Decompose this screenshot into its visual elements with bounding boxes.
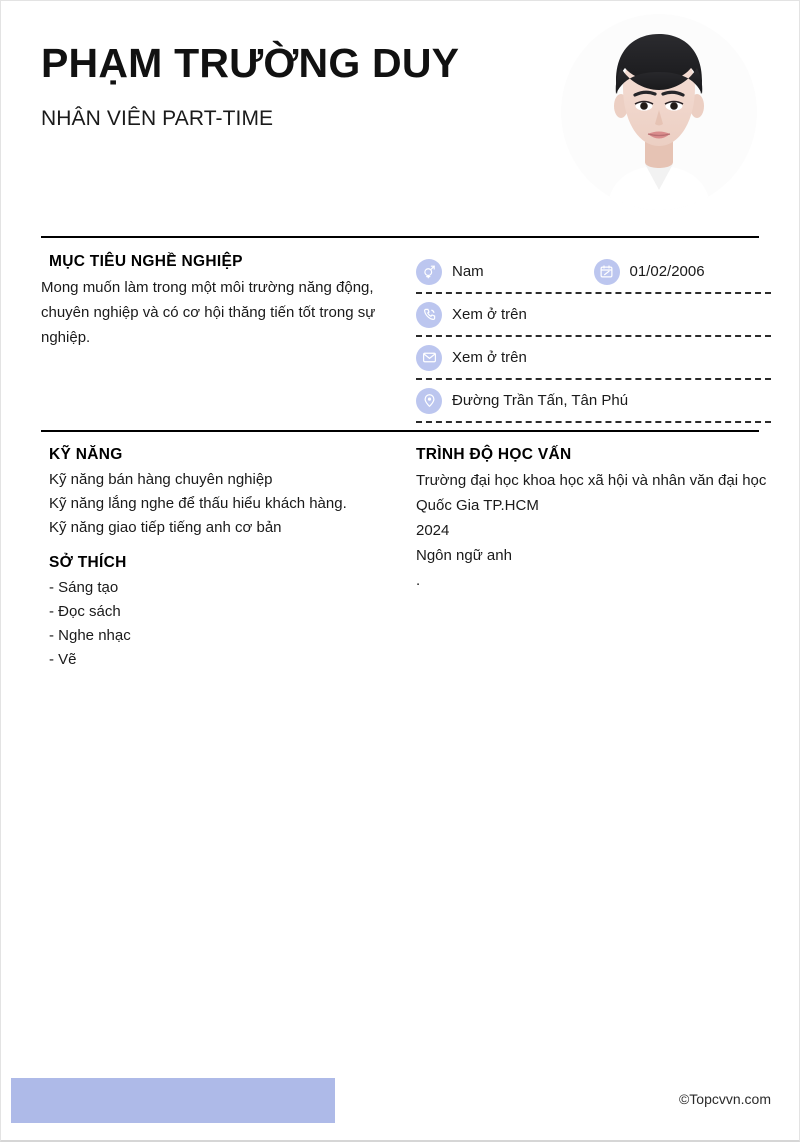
divider-top	[41, 236, 759, 238]
education-school: Trường đại học khoa học xã hội và nhân văn đại học Quốc Gia TP.HCM	[416, 472, 767, 514]
education-title: TRÌNH ĐỘ HỌC VẤN	[416, 446, 572, 463]
contact-row	[416, 337, 771, 380]
birthdate-value: 01/02/2006	[629, 262, 705, 280]
education-major: Ngôn ngữ anh	[416, 547, 512, 564]
email-value: Xem ở trên	[452, 348, 527, 366]
location-pin-icon	[416, 388, 442, 414]
list-item: - Sáng tạo	[49, 579, 119, 596]
phone-value: Xem ở trên	[452, 305, 527, 323]
contact-gender	[416, 259, 594, 285]
calendar-icon	[594, 259, 620, 285]
phone-icon	[416, 302, 442, 328]
list-item: Kỹ năng giao tiếp tiếng anh cơ bản	[49, 519, 282, 536]
portrait-photo-icon	[561, 14, 757, 210]
divider-middle	[41, 430, 759, 432]
list-item: - Vẽ	[49, 651, 77, 668]
list-item: Kỹ năng bán hàng chuyên nghiệp	[49, 471, 273, 488]
contact-email	[416, 345, 527, 371]
contact-section	[416, 251, 771, 423]
spacer	[41, 540, 401, 554]
hobbies-title: SỞ THÍCH	[49, 554, 127, 571]
contact-phone	[416, 302, 527, 328]
avatar	[561, 14, 757, 210]
hobbies-list	[41, 576, 401, 672]
contact-row	[416, 294, 771, 337]
footer-accent-bar	[11, 1078, 335, 1123]
objective-title: MỤC TIÊU NGHỀ NGHIỆP	[49, 253, 243, 270]
contact-row	[416, 251, 771, 294]
education-note: .	[416, 572, 421, 589]
contact-address	[416, 388, 628, 414]
page-title: PHẠM TRƯỜNG DUY	[41, 40, 460, 86]
gender-value: Nam	[452, 262, 484, 280]
skills-and-hobbies-section	[41, 446, 401, 672]
skills-list	[41, 468, 401, 540]
objective-section	[41, 253, 401, 350]
gender-icon	[416, 259, 442, 285]
objective-text: Mong muốn làm trong một môi trường năng động, chuyên nghiệp và có cơ hội thăng tiến tốt trong sự nghiệp.	[41, 279, 376, 346]
education-section	[416, 446, 771, 593]
skills-title: KỸ NĂNG	[49, 446, 123, 463]
contact-birthdate	[594, 259, 772, 285]
list-item: - Nghe nhạc	[49, 627, 131, 644]
job-title: NHÂN VIÊN PART-TIME	[41, 107, 274, 130]
email-icon	[416, 345, 442, 371]
contact-row	[416, 380, 771, 423]
education-year: 2024	[416, 522, 450, 539]
address-value: Đường Trần Tấn, Tân Phú	[452, 391, 629, 409]
list-item: Kỹ năng lắng nghe để thấu hiểu khách hàng.	[49, 495, 347, 512]
footer-credit: ©Topcvvn.com	[678, 1091, 771, 1107]
list-item: - Đọc sách	[49, 603, 121, 620]
